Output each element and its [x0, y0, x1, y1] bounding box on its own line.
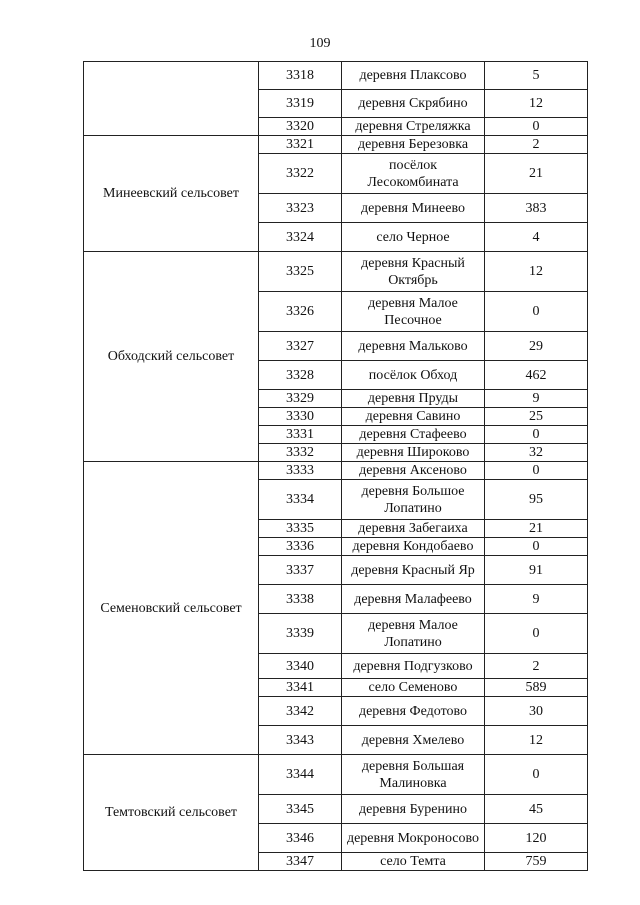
settlement-name-cell: деревня Мальково	[342, 332, 485, 361]
number-cell: 3337	[259, 556, 342, 585]
value-cell: 12	[485, 90, 588, 118]
value-cell: 91	[485, 556, 588, 585]
settlement-name-cell: деревня Стреляжка	[342, 118, 485, 136]
number-cell: 3347	[259, 853, 342, 871]
number-cell: 3335	[259, 520, 342, 538]
number-cell: 3332	[259, 444, 342, 462]
number-cell: 3318	[259, 62, 342, 90]
number-cell: 3331	[259, 426, 342, 444]
settlement-name-cell: деревня Хмелево	[342, 726, 485, 755]
value-cell: 0	[485, 462, 588, 480]
value-cell: 0	[485, 426, 588, 444]
value-cell: 0	[485, 755, 588, 795]
number-cell: 3340	[259, 654, 342, 679]
number-cell: 3322	[259, 154, 342, 194]
settlements-table	[83, 61, 588, 871]
value-cell: 45	[485, 795, 588, 824]
value-cell: 0	[485, 292, 588, 332]
value-cell: 21	[485, 154, 588, 194]
settlement-name-cell: деревня Красный Октябрь	[342, 252, 485, 292]
number-cell: 3338	[259, 585, 342, 614]
value-cell: 30	[485, 697, 588, 726]
settlement-name-cell: деревня Красный Яр	[342, 556, 485, 585]
value-cell: 4	[485, 223, 588, 252]
value-cell: 462	[485, 361, 588, 390]
settlement-name-cell: деревня Малое Песочное	[342, 292, 485, 332]
settlement-name-cell: деревня Кондобаево	[342, 538, 485, 556]
settlement-name-cell: деревня Мокроносово	[342, 824, 485, 853]
district-cell: Семеновский сельсовет	[84, 462, 259, 755]
settlement-name-cell: село Семеново	[342, 679, 485, 697]
number-cell: 3325	[259, 252, 342, 292]
number-cell: 3321	[259, 136, 342, 154]
number-cell: 3319	[259, 90, 342, 118]
number-cell: 3336	[259, 538, 342, 556]
value-cell: 12	[485, 726, 588, 755]
settlement-name-cell: деревня Буренино	[342, 795, 485, 824]
settlement-name-cell: деревня Березовка	[342, 136, 485, 154]
settlement-name-cell: село Темта	[342, 853, 485, 871]
number-cell: 3327	[259, 332, 342, 361]
number-cell: 3326	[259, 292, 342, 332]
number-cell: 3324	[259, 223, 342, 252]
value-cell: 759	[485, 853, 588, 871]
value-cell: 0	[485, 538, 588, 556]
settlement-name-cell: деревня Забегаиха	[342, 520, 485, 538]
table-row	[84, 62, 588, 90]
number-cell: 3328	[259, 361, 342, 390]
settlement-name-cell: деревня Минеево	[342, 194, 485, 223]
settlement-name-cell: посёлок Обход	[342, 361, 485, 390]
value-cell: 25	[485, 408, 588, 426]
settlement-name-cell: деревня Малафеево	[342, 585, 485, 614]
settlement-name-cell: деревня Скрябино	[342, 90, 485, 118]
value-cell: 32	[485, 444, 588, 462]
number-cell: 3329	[259, 390, 342, 408]
settlement-name-cell: деревня Подгузково	[342, 654, 485, 679]
settlement-name-cell: деревня Малое Лопатино	[342, 614, 485, 654]
settlement-name-cell: деревня Широково	[342, 444, 485, 462]
number-cell: 3333	[259, 462, 342, 480]
settlement-name-cell: деревня Аксеново	[342, 462, 485, 480]
settlement-name-cell: село Черное	[342, 223, 485, 252]
settlement-name-cell: деревня Пруды	[342, 390, 485, 408]
number-cell: 3343	[259, 726, 342, 755]
district-cell: Минеевский сельсовет	[84, 136, 259, 252]
district-cell: Обходский сельсовет	[84, 252, 259, 462]
value-cell: 0	[485, 614, 588, 654]
number-cell: 3341	[259, 679, 342, 697]
settlement-name-cell: деревня Большое Лопатино	[342, 480, 485, 520]
number-cell: 3345	[259, 795, 342, 824]
settlement-name-cell: деревня Большая Малиновка	[342, 755, 485, 795]
number-cell: 3346	[259, 824, 342, 853]
settlement-name-cell: деревня Стафеево	[342, 426, 485, 444]
number-cell: 3320	[259, 118, 342, 136]
number-cell: 3323	[259, 194, 342, 223]
value-cell: 120	[485, 824, 588, 853]
value-cell: 21	[485, 520, 588, 538]
value-cell: 383	[485, 194, 588, 223]
number-cell: 3330	[259, 408, 342, 426]
value-cell: 29	[485, 332, 588, 361]
value-cell: 2	[485, 654, 588, 679]
value-cell: 95	[485, 480, 588, 520]
number-cell: 3339	[259, 614, 342, 654]
table-row	[84, 755, 588, 795]
page-number: 109	[309, 36, 331, 51]
value-cell: 589	[485, 679, 588, 697]
number-cell: 3342	[259, 697, 342, 726]
district-cell: Темтовский сельсовет	[84, 755, 259, 871]
value-cell: 5	[485, 62, 588, 90]
value-cell: 0	[485, 118, 588, 136]
table-row	[84, 252, 588, 292]
number-cell: 3344	[259, 755, 342, 795]
district-cell	[84, 62, 259, 136]
number-cell: 3334	[259, 480, 342, 520]
settlement-name-cell: деревня Федотово	[342, 697, 485, 726]
table-row	[84, 462, 588, 480]
settlement-name-cell: посёлок Лесокомбината	[342, 154, 485, 194]
value-cell: 2	[485, 136, 588, 154]
table-row	[84, 136, 588, 154]
settlement-name-cell: деревня Савино	[342, 408, 485, 426]
value-cell: 9	[485, 390, 588, 408]
value-cell: 12	[485, 252, 588, 292]
settlement-name-cell: деревня Плаксово	[342, 62, 485, 90]
value-cell: 9	[485, 585, 588, 614]
